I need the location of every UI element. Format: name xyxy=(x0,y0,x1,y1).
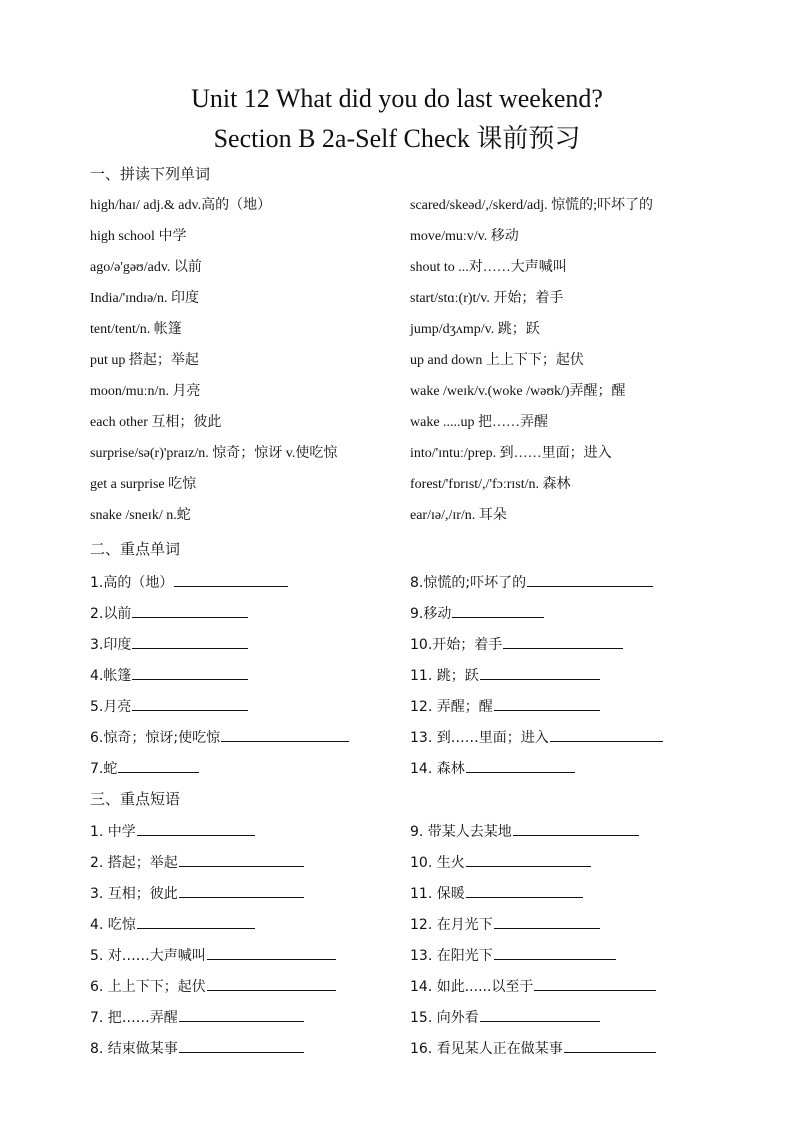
answer-blank[interactable] xyxy=(494,695,600,711)
vocab-entry: shout to ...对……大声喊叫 xyxy=(410,260,567,275)
fill-item xyxy=(90,820,255,841)
answer-blank[interactable] xyxy=(527,571,653,587)
fill-item-prompt: 4. 吃惊 xyxy=(90,917,136,933)
vocab-entry: wake .....up 把……弄醒 xyxy=(410,415,549,430)
vocab-entry: ago/ə'gəʊ/adv. 以前 xyxy=(90,260,202,275)
fill-item-prompt: 1.高的（地） xyxy=(90,575,174,591)
fill-item xyxy=(410,913,600,934)
answer-blank[interactable] xyxy=(179,1006,304,1022)
answer-blank[interactable] xyxy=(221,726,349,742)
fill-item xyxy=(410,944,616,965)
fill-item-prompt: 13. 到……里面；进入 xyxy=(410,730,549,746)
fill-item xyxy=(410,1037,656,1058)
fill-item xyxy=(90,633,248,654)
answer-blank[interactable] xyxy=(466,757,575,773)
fill-item-prompt: 2.以前 xyxy=(90,606,132,622)
answer-blank[interactable] xyxy=(207,975,336,991)
fill-item-prompt: 11. 保暖 xyxy=(410,886,465,902)
vocab-entry: high/haɪ/ adj.& adv.高的（地） xyxy=(90,198,272,213)
fill-item-prompt: 12. 弄醒；醒 xyxy=(410,699,493,715)
fill-item-prompt: 7. 把……弄醒 xyxy=(90,1010,178,1026)
section-heading-key-words: 二、重点单词 xyxy=(90,540,181,558)
answer-blank[interactable] xyxy=(179,1037,304,1053)
fill-item-prompt: 16. 看见某人正在做某事 xyxy=(410,1041,563,1057)
fill-item xyxy=(90,975,336,996)
fill-item-prompt: 7.蛇 xyxy=(90,761,118,777)
vocab-entry: India/'ɪndɪə/n. 印度 xyxy=(90,291,200,306)
answer-blank[interactable] xyxy=(452,602,544,618)
fill-item xyxy=(90,882,304,903)
answer-blank[interactable] xyxy=(494,944,616,960)
answer-blank[interactable] xyxy=(118,757,199,773)
fill-item xyxy=(90,571,288,592)
vocab-entry: high school 中学 xyxy=(90,229,187,244)
vocab-entry: jump/dʒʌmp/v. 跳；跃 xyxy=(410,322,540,337)
page-subtitle: Section B 2a-Self Check 课前预习 xyxy=(213,124,581,153)
fill-item xyxy=(410,664,600,685)
page-title: Unit 12 What did you do last weekend? xyxy=(191,84,603,113)
fill-item xyxy=(410,726,663,747)
vocab-entry: moon/muːn/n. 月亮 xyxy=(90,384,201,399)
vocab-entry: each other 互相；彼此 xyxy=(90,415,222,430)
fill-item xyxy=(410,571,653,592)
fill-item xyxy=(410,882,583,903)
fill-item-prompt: 2. 搭起；举起 xyxy=(90,855,178,871)
fill-item xyxy=(90,1006,304,1027)
answer-blank[interactable] xyxy=(132,602,248,618)
fill-item xyxy=(410,757,575,778)
fill-item-prompt: 14. 如此......以至于 xyxy=(410,979,534,995)
fill-item-prompt: 11. 跳；跃 xyxy=(410,668,479,684)
answer-blank[interactable] xyxy=(534,975,656,991)
fill-item-prompt: 3.印度 xyxy=(90,637,132,653)
vocab-entry: get a surprise 吃惊 xyxy=(90,477,197,492)
fill-item xyxy=(90,602,248,623)
fill-item-prompt: 9.移动 xyxy=(410,606,452,622)
vocab-entry: tent/tent/n. 帐篷 xyxy=(90,322,182,337)
fill-item xyxy=(90,1037,304,1058)
vocab-entry: ear/ɪə/,/ɪr/n. 耳朵 xyxy=(410,508,507,523)
fill-item-prompt: 10. 生火 xyxy=(410,855,465,871)
answer-blank[interactable] xyxy=(207,944,336,960)
fill-item xyxy=(90,851,304,872)
vocab-entry: surprise/sə(r)'praɪz/n. 惊奇；惊讶 v.使吃惊 xyxy=(90,446,338,461)
vocab-entry: up and down 上上下下；起伏 xyxy=(410,353,584,368)
fill-item xyxy=(90,695,248,716)
answer-blank[interactable] xyxy=(132,633,248,649)
answer-blank[interactable] xyxy=(466,851,591,867)
fill-item-prompt: 14. 森林 xyxy=(410,761,465,777)
fill-item xyxy=(410,633,623,654)
answer-blank[interactable] xyxy=(480,664,600,680)
fill-item xyxy=(90,757,199,778)
fill-item xyxy=(410,695,600,716)
fill-item-prompt: 13. 在阳光下 xyxy=(410,948,493,964)
fill-item xyxy=(90,726,349,747)
fill-item xyxy=(410,820,639,841)
fill-item xyxy=(410,975,656,996)
answer-blank[interactable] xyxy=(179,882,304,898)
fill-item-prompt: 15. 向外看 xyxy=(410,1010,479,1026)
fill-item-prompt: 5. 对……大声喊叫 xyxy=(90,948,206,964)
fill-item-prompt: 10.开始；着手 xyxy=(410,637,503,653)
answer-blank[interactable] xyxy=(564,1037,656,1053)
vocab-entry: start/stɑː(r)t/v. 开始；着手 xyxy=(410,291,564,306)
vocab-entry: put up 搭起；举起 xyxy=(90,353,199,368)
answer-blank[interactable] xyxy=(137,820,255,836)
answer-blank[interactable] xyxy=(550,726,663,742)
vocab-entry: forest/'fɒrɪst/,/'fɔːrɪst/n. 森林 xyxy=(410,477,571,492)
answer-blank[interactable] xyxy=(513,820,639,836)
fill-item-prompt: 12. 在月光下 xyxy=(410,917,493,933)
fill-item-prompt: 9. 带某人去某地 xyxy=(410,824,512,840)
vocab-entry: move/muːv/v. 移动 xyxy=(410,229,519,244)
section-heading-spelling: 一、拼读下列单词 xyxy=(90,165,211,183)
answer-blank[interactable] xyxy=(132,664,248,680)
answer-blank[interactable] xyxy=(132,695,248,711)
answer-blank[interactable] xyxy=(179,851,304,867)
fill-item xyxy=(90,664,248,685)
fill-item-prompt: 3. 互相；彼此 xyxy=(90,886,178,902)
vocab-entry: wake /weɪk/v.(woke /wəʊk/)弄醒；醒 xyxy=(410,384,626,399)
vocab-entry: snake /sneɪk/ n.蛇 xyxy=(90,508,191,523)
fill-item-prompt: 8. 结束做某事 xyxy=(90,1041,178,1057)
fill-item xyxy=(90,944,336,965)
section-heading-key-phrases: 三、重点短语 xyxy=(90,790,181,808)
fill-item-prompt: 8.惊慌的;吓坏了的 xyxy=(410,575,527,591)
vocab-entry: into/'ɪntuː/prep. 到……里面；进入 xyxy=(410,446,612,461)
answer-blank[interactable] xyxy=(503,633,623,649)
answer-blank[interactable] xyxy=(174,571,288,587)
fill-item-prompt: 6.惊奇；惊讶;使吃惊 xyxy=(90,730,221,746)
fill-item-prompt: 6. 上上下下；起伏 xyxy=(90,979,206,995)
vocab-entry: scared/skeəd/,/skerd/adj. 惊慌的;吓坏了的 xyxy=(410,198,654,213)
fill-item xyxy=(410,602,544,623)
answer-blank[interactable] xyxy=(466,882,583,898)
fill-item xyxy=(410,1006,600,1027)
fill-item-prompt: 5.月亮 xyxy=(90,699,132,715)
answer-blank[interactable] xyxy=(480,1006,600,1022)
fill-item xyxy=(90,913,255,934)
answer-blank[interactable] xyxy=(137,913,255,929)
answer-blank[interactable] xyxy=(494,913,600,929)
fill-item-prompt: 1. 中学 xyxy=(90,824,136,840)
fill-item-prompt: 4.帐篷 xyxy=(90,668,132,684)
fill-item xyxy=(410,851,591,872)
